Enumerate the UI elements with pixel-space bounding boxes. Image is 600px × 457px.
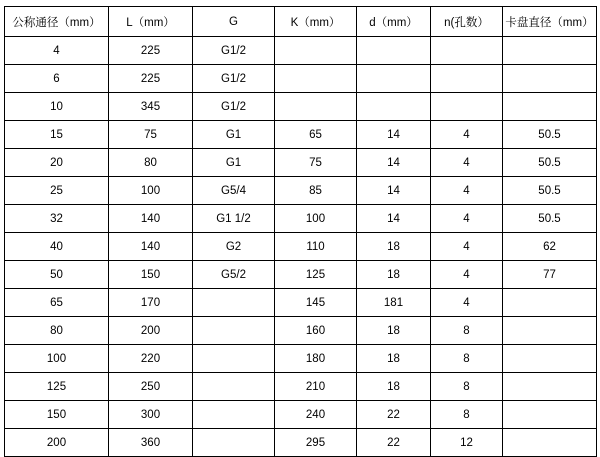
- cell-d: [357, 37, 431, 65]
- cell-d: 18: [357, 233, 431, 261]
- cell-length: 200: [109, 317, 193, 345]
- cell-length: 220: [109, 345, 193, 373]
- table-row: [5, 373, 597, 401]
- cell-k: 110: [275, 233, 357, 261]
- cell-flange-diameter: [503, 289, 597, 317]
- cell-nominal-diameter: 50: [5, 261, 109, 289]
- cell-hole-count: [431, 65, 503, 93]
- cell-thread: [193, 317, 275, 345]
- table-row: [5, 177, 597, 205]
- cell-k: 65: [275, 121, 357, 149]
- cell-hole-count: 8: [431, 401, 503, 429]
- cell-d: 18: [357, 261, 431, 289]
- cell-thread: [193, 373, 275, 401]
- cell-hole-count: 4: [431, 177, 503, 205]
- cell-k: [275, 37, 357, 65]
- cell-d: 18: [357, 317, 431, 345]
- table-row: [5, 121, 597, 149]
- table-row: [5, 429, 597, 457]
- cell-hole-count: 4: [431, 233, 503, 261]
- cell-d: 22: [357, 401, 431, 429]
- cell-nominal-diameter: 20: [5, 149, 109, 177]
- cell-k: 210: [275, 373, 357, 401]
- cell-hole-count: 4: [431, 289, 503, 317]
- cell-nominal-diameter: 65: [5, 289, 109, 317]
- cell-hole-count: 4: [431, 149, 503, 177]
- table-row: [5, 345, 597, 373]
- cell-length: 225: [109, 37, 193, 65]
- cell-k: 125: [275, 261, 357, 289]
- column-header-k: K（mm）: [275, 7, 357, 37]
- cell-nominal-diameter: 32: [5, 205, 109, 233]
- cell-length: 225: [109, 65, 193, 93]
- cell-flange-diameter: [503, 93, 597, 121]
- cell-thread: G1/2: [193, 65, 275, 93]
- cell-thread: [193, 429, 275, 457]
- cell-hole-count: [431, 37, 503, 65]
- cell-d: 14: [357, 177, 431, 205]
- cell-flange-diameter: 77: [503, 261, 597, 289]
- column-header-nominal-diameter: 公称通径（mm）: [5, 7, 109, 37]
- cell-length: 140: [109, 205, 193, 233]
- cell-d: 14: [357, 205, 431, 233]
- cell-k: 145: [275, 289, 357, 317]
- cell-thread: G5/4: [193, 177, 275, 205]
- cell-nominal-diameter: 6: [5, 65, 109, 93]
- cell-hole-count: [431, 93, 503, 121]
- cell-hole-count: 4: [431, 121, 503, 149]
- cell-length: 170: [109, 289, 193, 317]
- cell-thread: G1: [193, 121, 275, 149]
- cell-thread: G1/2: [193, 93, 275, 121]
- cell-thread: G1 1/2: [193, 205, 275, 233]
- cell-flange-diameter: 50.5: [503, 177, 597, 205]
- cell-nominal-diameter: 25: [5, 177, 109, 205]
- cell-nominal-diameter: 150: [5, 401, 109, 429]
- cell-hole-count: 12: [431, 429, 503, 457]
- table-body: [5, 37, 597, 457]
- table-row: [5, 261, 597, 289]
- cell-d: 22: [357, 429, 431, 457]
- cell-nominal-diameter: 80: [5, 317, 109, 345]
- cell-flange-diameter: [503, 65, 597, 93]
- table-row: [5, 149, 597, 177]
- table-row: [5, 65, 597, 93]
- cell-flange-diameter: [503, 429, 597, 457]
- cell-d: 18: [357, 373, 431, 401]
- cell-flange-diameter: 50.5: [503, 121, 597, 149]
- cell-length: 300: [109, 401, 193, 429]
- cell-thread: [193, 345, 275, 373]
- cell-d: 181: [357, 289, 431, 317]
- cell-d: 14: [357, 121, 431, 149]
- cell-k: 295: [275, 429, 357, 457]
- cell-flange-diameter: 50.5: [503, 149, 597, 177]
- cell-nominal-diameter: 200: [5, 429, 109, 457]
- cell-flange-diameter: [503, 401, 597, 429]
- cell-flange-diameter: 62: [503, 233, 597, 261]
- table-row: [5, 317, 597, 345]
- cell-length: 80: [109, 149, 193, 177]
- cell-k: 180: [275, 345, 357, 373]
- cell-length: 360: [109, 429, 193, 457]
- cell-hole-count: 8: [431, 345, 503, 373]
- table-row: [5, 289, 597, 317]
- cell-nominal-diameter: 4: [5, 37, 109, 65]
- cell-hole-count: 4: [431, 205, 503, 233]
- cell-length: 140: [109, 233, 193, 261]
- cell-d: [357, 93, 431, 121]
- cell-k: [275, 65, 357, 93]
- cell-nominal-diameter: 15: [5, 121, 109, 149]
- cell-flange-diameter: [503, 345, 597, 373]
- cell-k: 75: [275, 149, 357, 177]
- table-row: [5, 205, 597, 233]
- table-header-row: [5, 7, 597, 37]
- table-header: [5, 7, 597, 37]
- cell-nominal-diameter: 125: [5, 373, 109, 401]
- cell-length: 100: [109, 177, 193, 205]
- cell-hole-count: 8: [431, 373, 503, 401]
- specification-table: [4, 6, 597, 457]
- cell-flange-diameter: [503, 373, 597, 401]
- cell-k: 85: [275, 177, 357, 205]
- cell-thread: G5/2: [193, 261, 275, 289]
- cell-d: [357, 65, 431, 93]
- cell-length: 75: [109, 121, 193, 149]
- cell-length: 345: [109, 93, 193, 121]
- cell-d: 14: [357, 149, 431, 177]
- cell-k: 160: [275, 317, 357, 345]
- cell-hole-count: 4: [431, 261, 503, 289]
- cell-nominal-diameter: 40: [5, 233, 109, 261]
- table-row: [5, 37, 597, 65]
- cell-nominal-diameter: 100: [5, 345, 109, 373]
- cell-k: [275, 93, 357, 121]
- cell-flange-diameter: 50.5: [503, 205, 597, 233]
- cell-thread: G2: [193, 233, 275, 261]
- cell-d: 18: [357, 345, 431, 373]
- cell-flange-diameter: [503, 317, 597, 345]
- table-row: [5, 401, 597, 429]
- cell-thread: [193, 289, 275, 317]
- column-header-length: L（mm）: [109, 7, 193, 37]
- column-header-thread: G: [193, 7, 275, 37]
- cell-flange-diameter: [503, 37, 597, 65]
- table-row: [5, 233, 597, 261]
- cell-thread: [193, 401, 275, 429]
- cell-nominal-diameter: 10: [5, 93, 109, 121]
- column-header-hole-count: n(孔数）: [431, 7, 503, 37]
- cell-length: 250: [109, 373, 193, 401]
- cell-thread: G1/2: [193, 37, 275, 65]
- column-header-flange-diameter: 卡盘直径（mm）: [503, 7, 597, 37]
- cell-k: 100: [275, 205, 357, 233]
- cell-hole-count: 8: [431, 317, 503, 345]
- cell-thread: G1: [193, 149, 275, 177]
- column-header-d: d（mm）: [357, 7, 431, 37]
- cell-length: 150: [109, 261, 193, 289]
- cell-k: 240: [275, 401, 357, 429]
- table-row: [5, 93, 597, 121]
